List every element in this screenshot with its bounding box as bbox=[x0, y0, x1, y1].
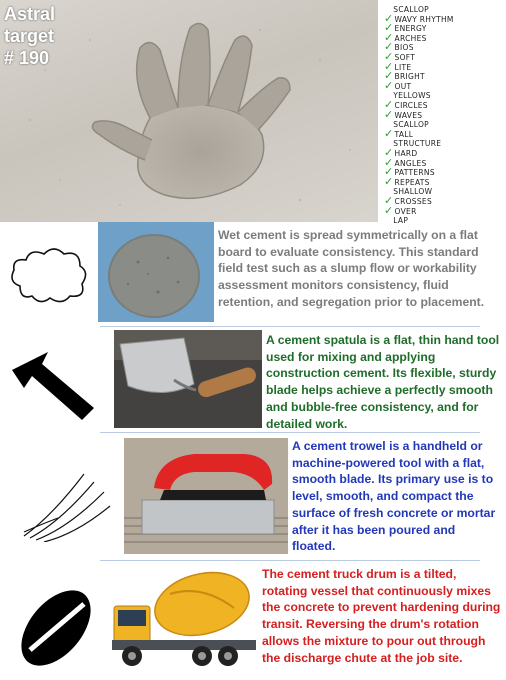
checkmark-icon: ✓ bbox=[384, 155, 394, 169]
wet-cement-description: Wet cement is spread symmetrically on a flat board to evaluate consistency. This standard field test such as a slump flow or workability assessment monitors consistency, fluid retention, and segregation prior to placement. bbox=[218, 228, 485, 309]
checklist-item-label: ANGLES bbox=[394, 158, 427, 168]
checkmark-icon: ✓ bbox=[384, 98, 394, 111]
checklist-item-label: CIRCLES bbox=[394, 101, 428, 110]
checklist-item-label: YELLOWS bbox=[393, 91, 431, 101]
checklist-item-label: PATTERNS bbox=[394, 168, 435, 178]
checkmark-icon: ✓ bbox=[384, 165, 394, 179]
handprint-illustration bbox=[0, 0, 378, 222]
checklist-item-label: OVER bbox=[394, 206, 417, 216]
cement-truck-description: The cement truck drum is a tilted, rotating vessel that continuously mixes the concrete to prevent hardening during transit. Reversing the drum's rotation allows the mixture to pour out through the discharge chute at the job site. bbox=[262, 567, 501, 665]
target-label: Astral target # 190 bbox=[4, 4, 56, 68]
checkmark-icon: ✓ bbox=[384, 107, 394, 121]
cloud-sketch-icon bbox=[6, 240, 92, 312]
checklist-item-label: HARD bbox=[394, 149, 418, 158]
checklist-item-label: LITE bbox=[394, 62, 412, 72]
oval-sketch-icon bbox=[8, 580, 106, 676]
checklist-item-label: REPEATS bbox=[394, 177, 430, 187]
checkmark-icon: ✓ bbox=[384, 203, 394, 217]
checklist-item-label: TALL bbox=[394, 129, 414, 139]
checklist-item-label: LAP bbox=[393, 216, 409, 226]
checkmark-icon: ✓ bbox=[384, 69, 394, 83]
checkmark-icon: ✓ bbox=[384, 50, 394, 63]
section-divider bbox=[100, 560, 480, 561]
wet-cement-photo bbox=[98, 222, 214, 322]
checkmark-icon: ✓ bbox=[384, 78, 394, 92]
checklist-item-label: OUT bbox=[394, 81, 412, 91]
checkmark-icon: ✓ bbox=[384, 146, 394, 159]
checkmark-icon: ✓ bbox=[384, 194, 394, 207]
blank-mark-icon bbox=[384, 213, 392, 226]
checklist-item-label: ENERGY bbox=[394, 24, 427, 34]
checklist-item-label: WAVY RHYTHM bbox=[394, 14, 454, 24]
checklist-item bbox=[384, 213, 408, 226]
waves-sketch-icon bbox=[22, 466, 112, 542]
cement-trowel-description: A cement trowel is a handheld or machine-powered tool with a flat, smooth blade. Its primary use is to level, smooth, and compact the surface of fresh concrete or mortar after it has been poured and floated. bbox=[292, 439, 496, 554]
checklist-item-label: BIOS bbox=[394, 43, 414, 53]
checkmark-icon: ✓ bbox=[384, 30, 394, 44]
section-divider bbox=[100, 326, 480, 327]
checklist-item-label: SOFT bbox=[394, 53, 416, 62]
checklist-item-label: CROSSES bbox=[394, 197, 433, 206]
checklist-item-label: ARCHES bbox=[394, 33, 427, 43]
checkmark-icon: ✓ bbox=[384, 59, 394, 73]
checklist-item-label: STRUCTURE bbox=[393, 139, 442, 149]
cement-spatula-photo bbox=[114, 330, 262, 428]
session-checklist bbox=[380, 0, 506, 232]
checkmark-icon: ✓ bbox=[384, 126, 394, 140]
checklist-item-label: SCALLOP bbox=[393, 5, 430, 14]
checkmark-icon: ✓ bbox=[384, 11, 394, 25]
handprint-photo bbox=[0, 0, 378, 222]
cement-truck-photo bbox=[110, 564, 258, 676]
checkmark-icon: ✓ bbox=[384, 174, 394, 188]
checklist-item-label: SCALLOP bbox=[393, 120, 430, 130]
cement-spatula-description: A cement spatula is a flat, thin hand tool used for mixing and applying construction cement. Its flexible, sturdy blade helps achieve a perfectly smooth and bubble-free consistency, and for detailed work. bbox=[266, 333, 500, 431]
checklist-item-label: SHALLOW bbox=[393, 187, 433, 197]
arrow-sketch-icon bbox=[8, 348, 98, 424]
checkmark-icon: ✓ bbox=[384, 21, 394, 35]
checklist-item-label: BRIGHT bbox=[394, 72, 425, 82]
checklist-item-label: WAVES bbox=[394, 110, 423, 120]
cement-trowel-photo bbox=[124, 438, 288, 554]
section-divider bbox=[100, 432, 480, 433]
checkmark-icon: ✓ bbox=[384, 40, 394, 54]
